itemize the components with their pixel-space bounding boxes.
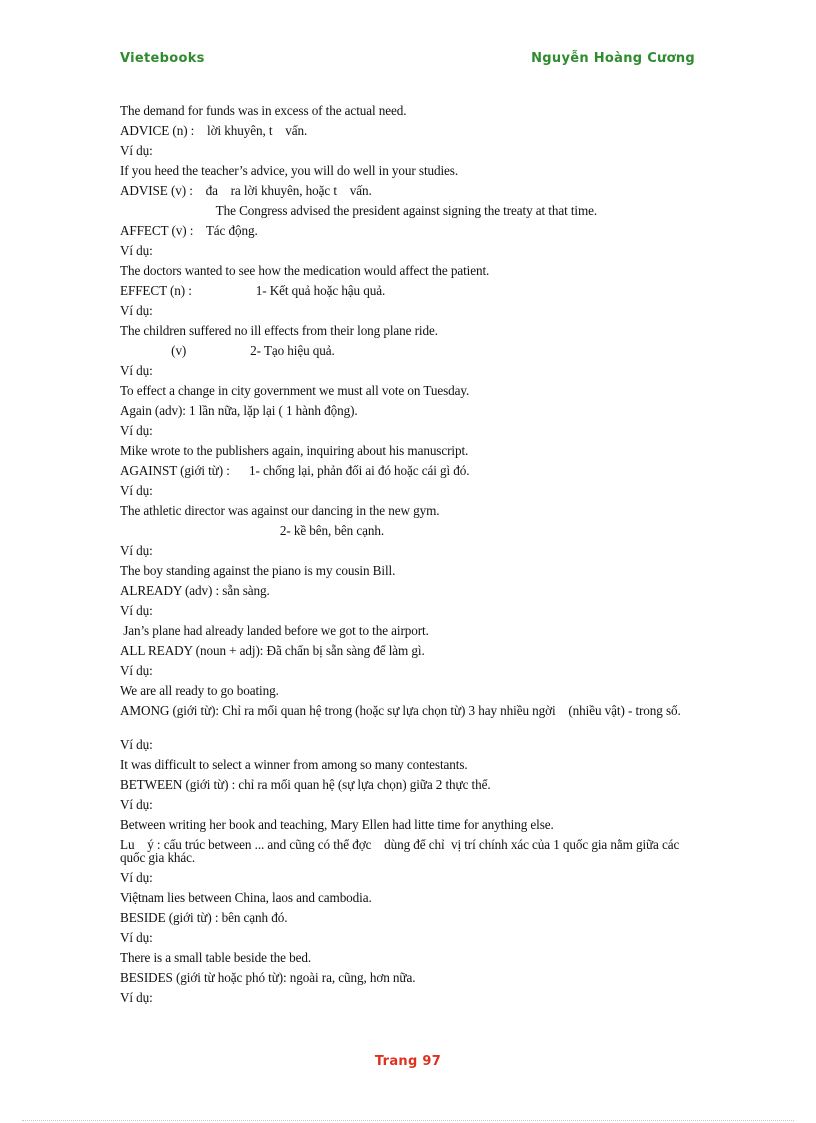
header-right-author: Nguyễn Hoàng Cương: [531, 51, 695, 66]
text-line: Ví dụ:: [120, 737, 153, 752]
text-line: Ví dụ:: [120, 143, 153, 158]
text-line: If you heed the teacher’s advice, you will do well in your studies.: [120, 163, 459, 178]
text-line: Again (adv): 1 lần nữa, lặp lại ( 1 hành động).: [120, 403, 358, 418]
page-number: Trang 97: [374, 1054, 442, 1069]
text-line: The Congress advised the president against signing the treaty at that time.: [120, 203, 598, 218]
text-line: Ví dụ:: [120, 797, 153, 812]
document-body: [120, 101, 700, 1008]
text-line: The demand for funds was in excess of the actual need.: [120, 103, 407, 118]
text-line: The doctors wanted to see how the medication would affect the patient.: [120, 263, 490, 278]
paragraph-gap: [120, 721, 700, 735]
text-line: Lu ý : cấu trúc between ... and cũng có thể đợc dùng để chỉ vị trí chính xác của 1 quốc gia nằm giữa các quốc gia khác.: [120, 837, 683, 865]
text-line: ADVISE (v) : đa ra lời khuyên, hoặc t vấn.: [120, 183, 372, 198]
text-line: To effect a change in city government we must all vote on Tuesday.: [120, 383, 470, 398]
text-line: Ví dụ:: [120, 663, 153, 678]
text-line: (v) 2- Tạo hiệu quả.: [120, 343, 335, 358]
text-line: The boy standing against the piano is my cousin Bill.: [120, 563, 396, 578]
text-line: Between writing her book and teaching, Mary Ellen had litte time for anything else.: [120, 817, 554, 832]
text-line: It was difficult to select a winner from among so many contestants.: [120, 757, 468, 772]
text-line: Ví dụ:: [120, 543, 153, 558]
text-line: Ví dụ:: [120, 363, 153, 378]
text-line: Ví dụ:: [120, 930, 153, 945]
text-line: AGAINST (giới từ) : 1- chống lại, phản đối ai đó hoặc cái gì đó.: [120, 463, 470, 478]
text-line: BESIDE (giới từ) : bên cạnh đó.: [120, 910, 288, 925]
text-line: Ví dụ:: [120, 423, 153, 438]
text-line: ALL READY (noun + adj): Đã chẩn bị sẵn sàng để làm gì.: [120, 643, 425, 658]
text-line: BETWEEN (giới từ) : chỉ ra mối quan hệ (sự lựa chọn) giữa 2 thực thể.: [120, 777, 491, 792]
text-line: Jan’s plane had already landed before we got to the airport.: [120, 623, 429, 638]
text-line: ALREADY (adv) : sẵn sàng.: [120, 583, 270, 598]
text-line: ADVICE (n) : lời khuyên, t vấn.: [120, 123, 308, 138]
text-line: Ví dụ:: [120, 603, 153, 618]
text-line: Ví dụ:: [120, 870, 153, 885]
text-line: Ví dụ:: [120, 243, 153, 258]
text-line: BESIDES (giới từ hoặc phó từ): ngoài ra, cũng, hơn nữa.: [120, 970, 416, 985]
header-left-title: Vietebooks: [120, 51, 205, 66]
text-line: 2- kề bên, bên cạnh.: [120, 523, 385, 538]
text-line: Ví dụ:: [120, 483, 153, 498]
text-line: The athletic director was against our dancing in the new gym.: [120, 503, 440, 518]
text-line: Mike wrote to the publishers again, inquiring about his manuscript.: [120, 443, 469, 458]
text-line: Ví dụ:: [120, 990, 153, 1005]
text-line: Việtnam lies between China, laos and cambodia.: [120, 890, 372, 905]
bottom-dotted-divider: [22, 1120, 794, 1121]
text-line: AFFECT (v) : Tác động.: [120, 223, 258, 238]
text-line: Ví dụ:: [120, 303, 153, 318]
text-line: AMONG (giới từ): Chỉ ra mối quan hệ trong (hoặc sự lựa chọn từ) 3 hay nhiều ngời (nhiều vật) - trong số.: [120, 703, 681, 718]
text-line: We are all ready to go boating.: [120, 683, 279, 698]
text-line: The children suffered no ill effects from their long plane ride.: [120, 323, 438, 338]
text-line: There is a small table beside the bed.: [120, 950, 312, 965]
text-line: EFFECT (n) : 1- Kết quả hoặc hậu quả.: [120, 283, 386, 298]
